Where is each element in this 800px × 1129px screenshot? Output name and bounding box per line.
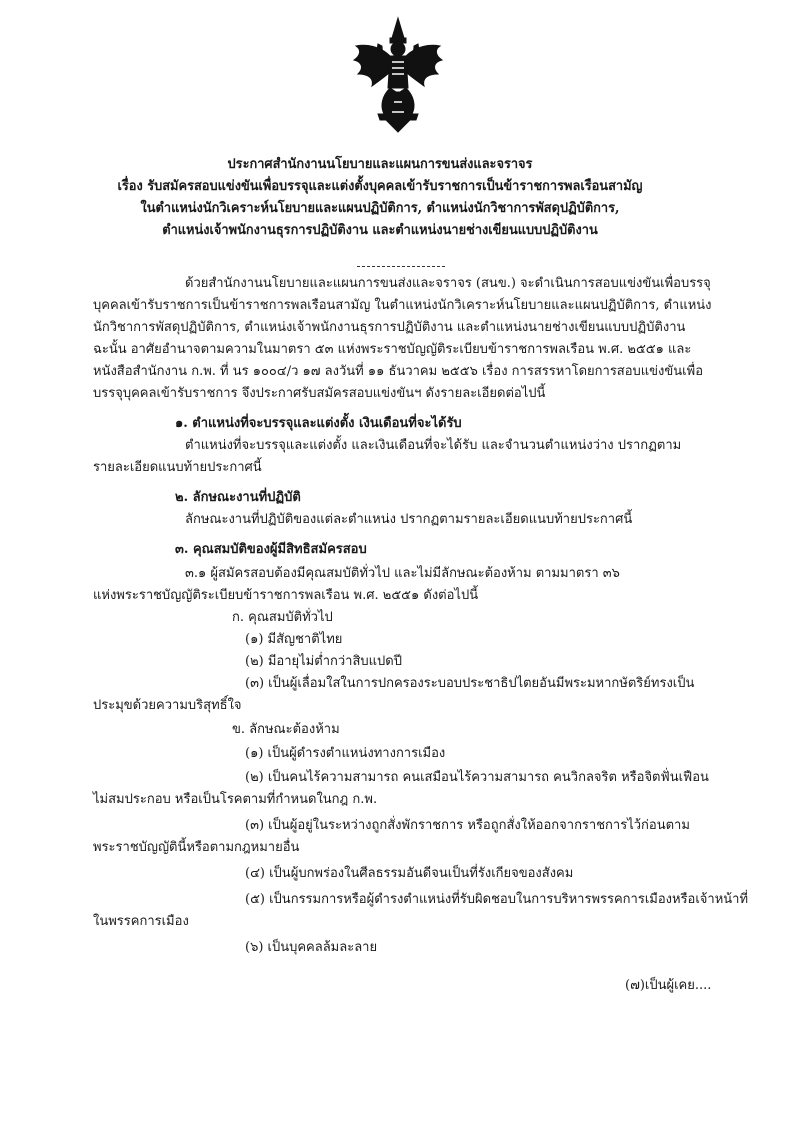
qualification-item: ประมุขด้วยความบริสุทธิ์ใจ	[93, 698, 242, 713]
qualification-item: (๓) เป็นผู้เลื่อมใสในการปกครองระบอบประชาธิปไตยอันมีพระมหากษัตริย์ทรงเป็น	[245, 676, 695, 691]
prohibition-item: พระราชบัญญัตินี้หรือตามกฎหมายอื่น	[93, 840, 300, 855]
announcement-title: ประกาศสำนักงานนโยบายและแผนการขนส่งและจราจร	[227, 156, 533, 172]
intro-line: ด้วยสำนักงานนโยบายและแผนการขนส่งและจราจร (สนข.) จะดำเนินการสอบแข่งขันเพื่อบรรจุ	[185, 276, 711, 291]
section-1-text: รายละเอียดแนบท้ายประกาศนี้	[93, 460, 262, 475]
prohibition-item: (๔) เป็นผู้บกพร่องในศีลธรรมอันดีจนเป็นที่รังเกียจของสังคม	[245, 866, 574, 881]
section-1-text: ตำแหน่งที่จะบรรจุและแต่งตั้ง และเงินเดือนที่จะได้รับ และจำนวนตำแหน่งว่าง ปรากฏตาม	[185, 438, 682, 453]
qualification-heading: ก. คุณสมบัติทั่วไป	[232, 610, 333, 625]
prohibition-item: ไม่สมประกอบ หรือเป็นโรคตามที่กำหนดในกฎ ก.พ.	[93, 792, 378, 807]
prohibition-item: (๑) เป็นผู้ดำรงตำแหน่งทางการเมือง	[245, 746, 446, 761]
subject-line: เรื่อง รับสมัครสอบแข่งขันเพื่อบรรจุและแต่งตั้งบุคคลเข้ารับราชการเป็นข้าราชการพลเรือนสามัญ	[117, 178, 643, 194]
section-2-text: ลักษณะงานที่ปฏิบัติของแต่ละตำแหน่ง ปรากฏตามรายละเอียดแนบท้ายประกาศนี้	[185, 512, 633, 527]
intro-line: นักวิชาการพัสดุปฏิบัติการ, ตำแหน่งเจ้าพนักงานธุรการปฏิบัติงาน และตำแหน่งนายช่างเขียนแบบปฏิบัติงาน	[93, 320, 686, 335]
qualification-item: (๑) มีสัญชาติไทย	[245, 632, 343, 647]
prohibition-item: ในพรรคการเมือง	[93, 914, 189, 929]
intro-line: ฉะนั้น อาศัยอำนาจตามความในมาตรา ๕๓ แห่งพระราชบัญญัติระเบียบข้าราชการพลเรือน พ.ศ. ๒๕๕๑ และ	[93, 342, 692, 357]
section-1-heading: ๑. ตำแหน่งที่จะบรรจุและแต่งตั้ง เงินเดือนที่จะได้รับ	[175, 416, 462, 431]
divider	[357, 266, 445, 267]
subject-line-2: ในตำแหน่งนักวิเคราะห์นโยบายและแผนปฏิบัติการ, ตำแหน่งนักวิชาการพัสดุปฏิบัติการ,	[140, 200, 620, 216]
clause-3-1: ๓.๑ ผู้สมัครสอบต้องมีคุณสมบัติทั่วไป และไม่มีลักษณะต้องห้าม ตามมาตรา ๓๖	[185, 566, 620, 581]
prohibition-item: (๓) เป็นผู้อยู่ในระหว่างถูกสั่งพักราชการ หรือถูกสั่งให้ออกจากราชการไว้ก่อนตาม	[245, 818, 690, 833]
prohibition-item: (๒) เป็นคนไร้ความสามารถ คนเสมือนไร้ความสามารถ คนวิกลจริต หรือจิตฟั่นเฟือน	[245, 770, 709, 785]
qualification-item: (๒) มีอายุไม่ต่ำกว่าสิบแปดปี	[245, 654, 402, 669]
intro-line: หนังสือสำนักงาน ก.พ. ที่ นร ๑๐๐๔/ว ๑๗ ลงวันที่ ๑๑ ธันวาคม ๒๕๕๖ เรื่อง การสรรหาโดยการสอบแข่งขันเพื่อ	[93, 364, 703, 379]
section-3-heading: ๓. คุณสมบัติของผู้มีสิทธิสมัครสอบ	[175, 542, 367, 557]
page-continuation: (๗)เป็นผู้เคย....	[625, 978, 712, 993]
intro-line: บรรจุบุคคลเข้ารับราชการ จึงประกาศรับสมัครสอบแข่งขันฯ ดังรายละเอียดต่อไปนี้	[93, 386, 546, 401]
garuda-emblem	[352, 16, 444, 136]
clause-3-1: แห่งพระราชบัญญัติระเบียบข้าราชการพลเรือน พ.ศ. ๒๕๕๑ ดังต่อไปนี้	[93, 588, 479, 603]
subject-line-3: ตำแหน่งเจ้าพนักงานธุรการปฏิบัติงาน และตำแหน่งนายช่างเขียนแบบปฏิบัติงาน	[162, 222, 598, 238]
intro-line: บุคคลเข้ารับราชการเป็นข้าราชการพลเรือนสามัญ ในตำแหน่งนักวิเคราะห์นโยบายและแผนปฏิบัติการ, ตำแหน่ง	[93, 298, 712, 313]
section-2-heading: ๒. ลักษณะงานที่ปฏิบัติ	[175, 490, 301, 505]
prohibition-item: (๕) เป็นกรรมการหรือผู้ดำรงตำแหน่งที่รับผิดชอบในการบริหารพรรคการเมืองหรือเจ้าหน้าที่	[245, 892, 749, 907]
prohibition-heading: ข. ลักษณะต้องห้าม	[232, 722, 340, 737]
prohibition-item: (๖) เป็นบุคคลล้มละลาย	[245, 940, 378, 955]
